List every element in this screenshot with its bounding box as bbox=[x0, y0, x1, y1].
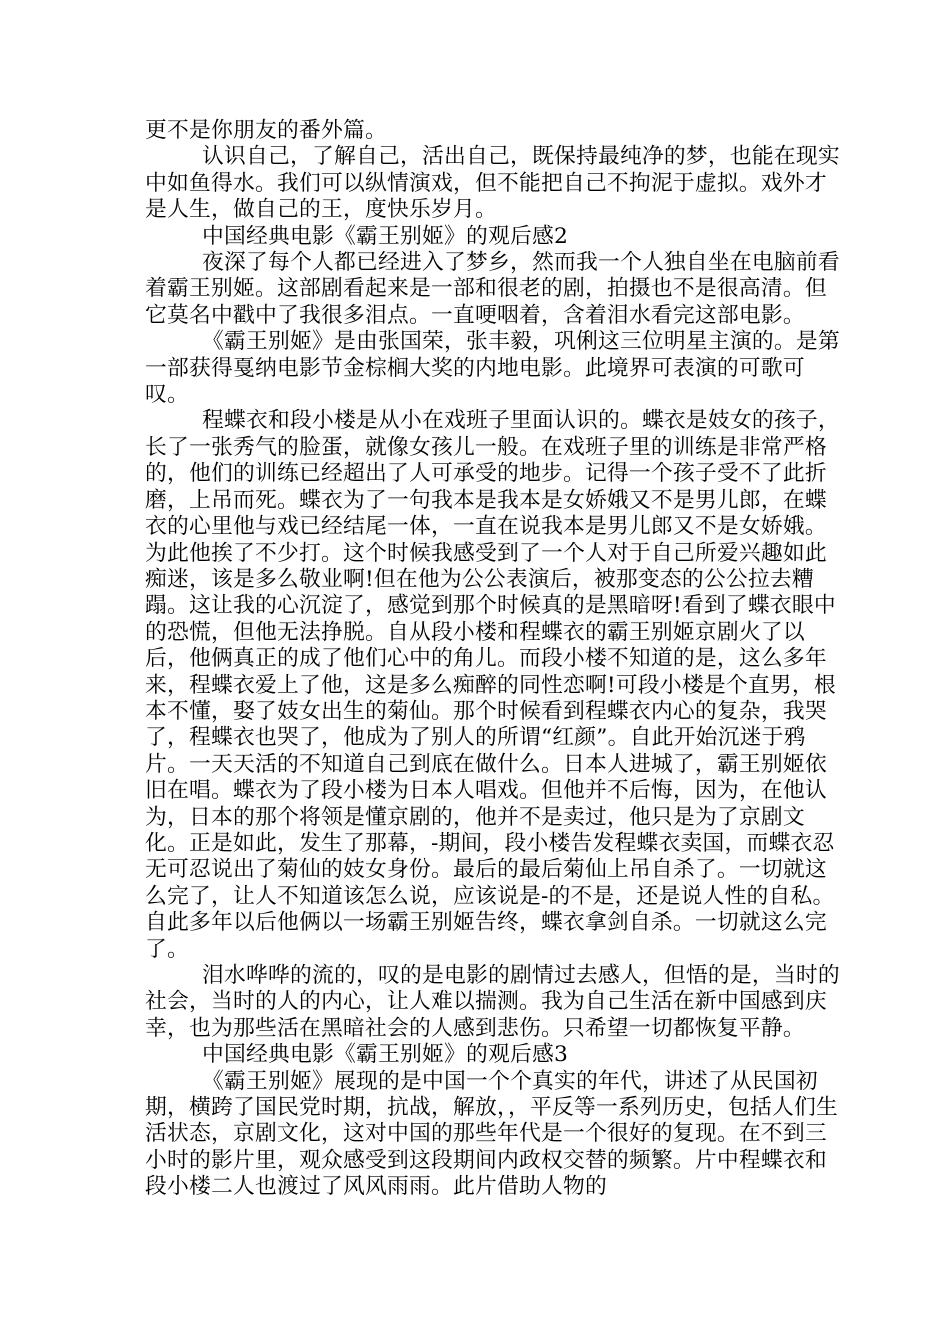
paragraph-cast: 《霸王别姬》是由张国荣，张丰毅，巩俐这三位明星主演的。是第一部获得戛纳电影节金棕榈大奖的内地电影。此境界可表演的可歌可叹。 bbox=[145, 329, 840, 408]
paragraph-late-night: 夜深了每个人都已经进入了梦乡，然而我一个人独自坐在电脑前看着霸王别姬。这部剧看起来是一部和很老的剧，拍摄也不是很高清。但它莫名中戳中了我很多泪点。一直哽咽着，含着泪水看完这部电影。 bbox=[145, 250, 840, 328]
document-body bbox=[145, 118, 840, 1201]
paragraph-continuation: 更不是你朋友的番外篇。 bbox=[145, 118, 387, 143]
paragraph-self-knowledge: 认识自己，了解自己，活出自己，既保持最纯净的梦，也能在现实中如鱼得水。我们可以纵情演戏，但不能把自己不拘泥于虚拟。戏外才是人生，做自己的王，度快乐岁月。 bbox=[145, 144, 840, 223]
section-heading-review-2: 中国经典电影《霸王别姬》的观后感2 bbox=[202, 223, 569, 249]
paragraph-era: 《霸王别姬》展现的是中国一个个真实的年代，讲述了从民国初期，横跨了国民党时期，抗战，解放，，平反等一系列历史，包括人们生活状态，京剧文化，这对中国的那些年代是一个很好的复现。在不到三小时的影片里，观众感受到这段期间内政权交替的频繁。片中程蝶衣和段小楼二人也渡过了风风雨雨。此片借助人物的 bbox=[145, 1068, 839, 1200]
paragraph-reflection: 泪水哗哗的流的，叹的是电影的剧情过去感人，但悟的是，当时的社会，当时的人的内心，让人难以揣测。我为自己生活在新中国感到庆幸，也为那些活在黑暗社会的人感到悲伤。只希望一切都恢复平静。 bbox=[145, 963, 840, 1041]
section-heading-review-3: 中国经典电影《霸王别姬》的观后感3 bbox=[202, 1042, 569, 1068]
paragraph-story: 程蝶衣和段小楼是从小在戏班子里面认识的。蝶衣是妓女的孩子，长了一张秀气的脸蛋，就像女孩儿一般。在戏班子里的训练是非常严格的，他们的训练已经超出了人可承受的地步。记得一个孩子受不了此折磨，上吊而死。蝶衣为了一句我本是我本是女娇娥又不是男儿郎，在蝶衣的心里他与戏已经结尾一体，一直在说我本是男儿郎又不是女娇娥。为此他挨了不少打。这个时候我感受到了一个人对于自己所爱兴趣如此痴迷，该是多么敬业啊!但在他为公公表演后，被那变态的公公拉去糟蹋。这让我的心沉淀了，感觉到那个时候真的是黑暗呀!看到了蝶衣眼中的恐慌，但他无法挣脱。自从段小楼和程蝶衣的霸王别姬京剧火了以后，他俩真正的成了他们心中的角儿。而段小楼不知道的是，这么多年来，程蝶衣爱上了他，这是多么痴醉的同性恋啊!可段小楼是个直男，根本不懂，娶了妓女出生的菊仙。那个时候看到程蝶衣内心的复杂，我哭了，程蝶衣也哭了，他成为了别人的所谓“红颜”。自此开始沉迷于鸦片。一天天活的不知道自己到底在做什么。日本人进城了，霸王别姬依旧在唱。蝶衣为了段小楼为日本人唱戏。但他并不后悔，因为，在他认为，日本的那个将领是懂京剧的，他并不是卖过，他只是为了京剧文化。正是如此，发生了那幕，-期间，段小楼告发程蝶衣卖国，而蝶衣忍无可忍说出了菊仙的妓女身份。最后的最后菊仙上吊自杀了。一切就这么完了，让人不知道该怎么说，应该说是-的不是，还是说人性的自私。自此多年以后他俩以一场霸王别姬告终，蝶衣拿剑自杀。一切就这么完了。 bbox=[145, 408, 840, 962]
